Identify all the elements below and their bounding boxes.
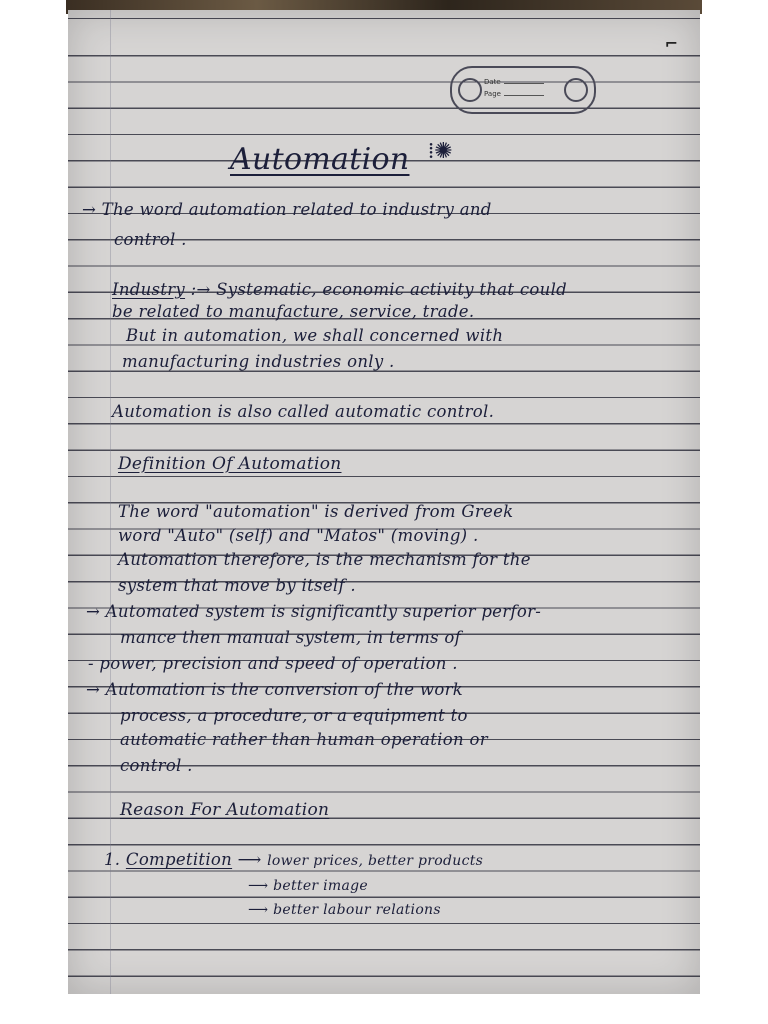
intro-line: control .	[114, 230, 187, 249]
intro-line: → The word automation related to industry and	[82, 200, 492, 219]
industry-line: manufacturing industries only .	[122, 352, 395, 371]
stamp-ring-right	[564, 78, 588, 102]
margin-line	[110, 10, 111, 994]
date-page-stamp	[450, 66, 596, 114]
industry-line: be related to manufacture, service, trade.	[112, 302, 475, 321]
industry-label: Industry	[112, 280, 186, 299]
definition-line: Automation therefore, is the mechanism for the	[118, 550, 531, 569]
arrow-icon: ⟶	[248, 902, 274, 918]
notebook-page	[68, 10, 700, 994]
page-title: Automation	[230, 142, 410, 177]
reason-item: better image	[273, 878, 368, 894]
point-line: - power, precision and speed of operation .	[88, 654, 458, 673]
industry-separator: :→	[185, 280, 217, 299]
point-line: process, a procedure, or a equipment to	[120, 706, 468, 725]
industry-line: But in automation, we shall concerned with	[126, 326, 504, 345]
industry-text: Systematic, economic activity that could	[216, 280, 568, 299]
industry-line	[112, 280, 567, 299]
point-line: → Automated system is significantly superior perfor-	[86, 602, 542, 621]
point-line: → Automation is the conversion of the work	[86, 680, 464, 699]
reason-number: 1.	[104, 850, 121, 869]
point-line: automatic rather than human operation or	[120, 730, 488, 749]
reason-row	[104, 850, 483, 869]
corner-mark: ⌐	[664, 34, 678, 53]
also-called-line: Automation is also called automatic control.	[112, 402, 495, 421]
arrow-icon: ⟶	[232, 850, 268, 869]
reason-item: better labour relations	[273, 902, 441, 918]
point-line: mance then manual system, in terms of	[120, 628, 462, 647]
reason-label: Competition	[125, 850, 233, 869]
definition-line: word "Auto" (self) and "Matos" (moving) .	[118, 526, 479, 545]
definition-line: The word "automation" is derived from Greek	[118, 502, 514, 521]
page-label: Page	[484, 90, 544, 98]
definition-line: system that move by itself .	[118, 576, 356, 595]
definition-heading: Definition Of Automation	[118, 454, 342, 474]
title-decoration-icon: ⁞✺	[428, 139, 453, 164]
date-label: Date	[484, 78, 544, 86]
reason-row	[248, 902, 441, 918]
reason-heading: Reason For Automation	[120, 800, 330, 820]
arrow-icon: ⟶	[248, 878, 274, 894]
stamp-ring-left	[458, 78, 482, 102]
point-line: control .	[120, 756, 193, 775]
reason-item: lower prices, better products	[267, 853, 484, 869]
reason-row	[248, 878, 368, 894]
